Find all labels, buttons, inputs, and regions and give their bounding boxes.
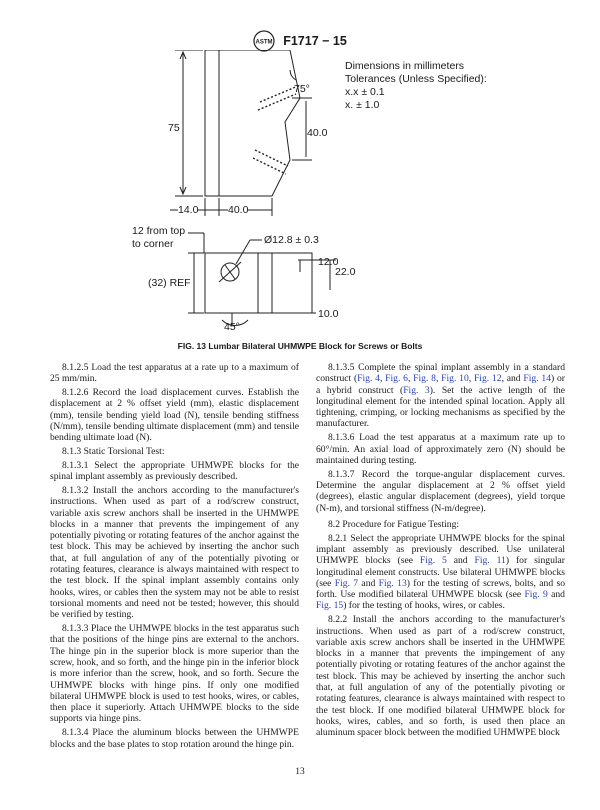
left-column — [50, 362, 299, 752]
dim-14-label: 14.0 — [178, 204, 199, 216]
link-fig-11[interactable]: Fig. 11 — [474, 555, 506, 567]
para-8-2-1: 8.2.1 Select the appropriate UHMWPE blocks for the spinal implant assembly as previously described. Use unilateral UHMWPE blocks (see Fig. 5 and Fig. 11) for singular longitudinal element constructs. Use bilateral UHMWPE blocks (see Fig. 7 and Fig. 13) for the testing of screws, bolts, and so forth. Use modified bilateral UHMWPE blocsk (see Fig. 9 and Fig. 15) for the testing of hooks, wires, or cables. — [316, 532, 565, 612]
link-fig-10[interactable]: Fig. 10 — [441, 373, 469, 385]
ref-32-label: (32) REF — [148, 277, 191, 289]
link-fig-9[interactable]: Fig. 9 — [524, 589, 548, 601]
dim-40-vertical-label: 40.0 — [307, 127, 328, 139]
para-8-1-3-6: 8.1.3.6 Load the test apparatus at a maximum rate up to 60°/min. An axial load of approximately zero (N) should be maintained during testing. — [316, 432, 565, 466]
link-fig-5[interactable]: Fig. 5 — [419, 555, 447, 567]
svg-text:ASTM: ASTM — [255, 39, 273, 46]
corner-note-line-2: to corner — [132, 238, 174, 250]
para-8-1-2-5: 8.1.2.5 Load the test apparatus at a rate up to a maximum of 25 mm/min. — [50, 362, 299, 385]
para-8-1-3-7: 8.1.3.7 Record the torque-angular displacement curves. Determine the angular displacement at 2 % offset yield (degrees), elastic angular displacement (degrees), yield torque (N-m), and torsional stiffness (N-m/degree). — [316, 468, 565, 514]
note-tolerance-1: x.x ± 0.1 — [345, 86, 385, 98]
link-fig-14[interactable]: Fig. 14 — [523, 373, 551, 385]
para-8-1-3-5: 8.1.3.5 Complete the spinal implant assembly in a standard construct (Fig. 4, Fig. 6, Fig. 8, Fig. 10, Fig. 12, and Fig. 14) or a hybrid construct (Fig. 3). Set the active length of the longitudinal element for the intended spinal location. Apply all tightening, crimping, or locking mechanisms as specified by the manufacturer. — [316, 362, 565, 430]
dim-75-label: 75 — [168, 122, 180, 134]
dim-10-label: 10.0 — [318, 308, 339, 320]
para-8-1-3-1: 8.1.3.1 Select the appropriate UHMWPE blocks for the spinal implant assembly as previously described. — [50, 459, 299, 483]
page-header — [0, 30, 600, 52]
para-8-1-2-6: 8.1.2.6 Record the load displacement curves. Establish the displacement at 2 % offset yield (mm), elastic displacement (mm), tensile bending yield load (N), tensile bending stiffness (N/mm), tensile bending ultimate displacement (mm) and tensile bending ultimate load (N). — [50, 387, 299, 444]
heading-8-1-3: 8.1.3 Static Torsional Test: — [62, 446, 165, 458]
angle-75-label: 75° — [294, 83, 310, 95]
link-fig-13[interactable]: Fig. 13 — [378, 577, 407, 589]
para-8-1-3-4: 8.1.3.4 Place the aluminum blocks between the UHMWPE blocks and the base plates to stop rotation around the hinge pin. — [50, 727, 299, 750]
dim-12-label: 12.0 — [318, 256, 339, 268]
link-fig-8[interactable]: Fig. 8 — [413, 373, 436, 385]
para-8-2-2: 8.2.2 Install the anchors according to the manufacturer's instructions. When used as part of a rod/screw construct, variable axis screw anchors shall be inserted in the UHMWPE blocks in a manner that prevents the impingement of any potentially pivoting or rotating features of the anchor against the test block. This may be achieved by inserting the anchor such that, at full angulation of any of the potentially pivoting or rotating features, clearance is always maintained with respect to the test block. If one modified bilateral UHMWPE block for hooks, wires, cables, and so forth, is used then place an aluminum spacer block between the modified UHMWPE block — [316, 614, 565, 739]
note-tolerances: Tolerances (Unless Specified): — [345, 73, 487, 85]
dim-40-horizontal-label: 40.0 — [228, 204, 249, 216]
hole-diameter-label: Ø12.8 ± 0.3 — [264, 234, 319, 246]
astm-logo-icon — [253, 30, 275, 52]
link-fig-7[interactable]: Fig. 7 — [334, 577, 359, 589]
document-id: F1717 − 15 — [283, 34, 347, 48]
para-8-1-3-3: 8.1.3.3 Place the UHMWPE blocks in the test apparatus such that the positions of the hinge pins are external to the anchors. The hinge pin in the superior block is more superior than the screw, hook, and so forth, and the hinge pin in the inferior block is more inferior than the screw, hook, and so forth. Secure the UHMWPE blocks with hinge pins. If only one modified bilateral UHMWPE block is used to test hooks, wires, or cables, then place it superiorly. Attach UHMWPE blocks to the side supports via hinge pins. — [50, 623, 299, 725]
page-number: 13 — [295, 767, 305, 777]
link-fig-12[interactable]: Fig. 12 — [473, 373, 502, 385]
right-column — [316, 362, 565, 741]
note-tolerance-2: x. ± 1.0 — [345, 99, 380, 111]
para-8-1-3-2: 8.1.3.2 Install the anchors according to the manufacturer's instructions. When used as part of a rod/screw construct, variable axis screw anchors shall be inserted in the UHMWPE blocks in a manner that prevents the impingement of any potentially pivoting or rotating features of the anchor against the test block. This may be achieved by inserting the anchor such that, at full angulation of any of the potentially pivoting or rotating features, clearance is always maintained with respect to the test block. If the spinal implant assembly contains only hooks, wires, or cables then the system may not be able to resist torsional moments and need not be tested; however, this should be verified by testing. — [50, 484, 299, 621]
figure-caption: FIG. 13 Lumbar Bilateral UHMWPE Block for Screws or Bolts — [177, 341, 423, 351]
link-fig-3[interactable]: Fig. 3 — [403, 384, 430, 396]
link-fig-15[interactable]: Fig. 15 — [316, 600, 344, 612]
note-units: Dimensions in millimeters — [345, 60, 465, 72]
link-fig-6[interactable]: Fig. 6 — [385, 373, 408, 385]
dim-22-label: 22.0 — [335, 266, 356, 278]
link-fig-4[interactable]: Fig. 4 — [357, 373, 380, 385]
corner-note-line-1: 12 from top — [132, 225, 186, 237]
angle-45-label: 45° — [224, 321, 240, 333]
heading-8-2: 8.2 Procedure for Fatigue Testing: — [328, 518, 460, 530]
figure-13 — [0, 50, 600, 340]
